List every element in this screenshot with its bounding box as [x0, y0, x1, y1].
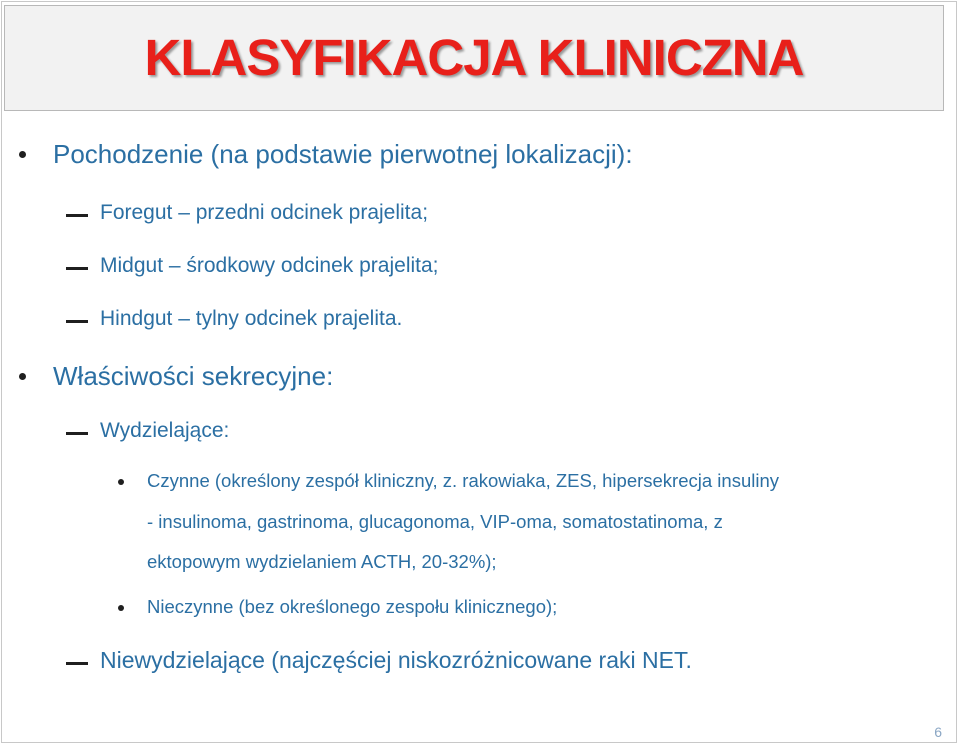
midgut-item: Midgut – środkowy odcinek prajelita;: [100, 254, 439, 277]
bullet-dot-icon: [19, 373, 26, 380]
active-line-1: Czynne (określony zespół kliniczny, z. rakowiaka, ZES, hipersekrecja insuliny: [147, 470, 779, 491]
slide: [1, 1, 957, 743]
dash-icon: [66, 267, 88, 270]
dash-icon: [66, 662, 88, 665]
active-line-2: - insulinoma, gastrinoma, glucagonoma, VIP-oma, somatostatinoma, z: [147, 511, 723, 532]
dash-icon: [66, 320, 88, 323]
hindgut-item: Hindgut – tylny odcinek prajelita.: [100, 307, 403, 330]
secretory-heading: Właściwości sekrecyjne:: [53, 361, 334, 391]
origin-heading: Pochodzenie (na podstawie pierwotnej lokalizacji):: [53, 139, 633, 169]
bullet-dot-icon: [118, 479, 124, 485]
non-secreting-item: Niewydzielające (najczęściej niskozróżnicowane raki NET.: [100, 647, 692, 673]
title-box: [4, 5, 944, 111]
secreting-item: Wydzielające:: [100, 419, 230, 442]
bullet-dot-icon: [19, 151, 26, 158]
foregut-item: Foregut – przedni odcinek prajelita;: [100, 201, 429, 224]
inactive-item: Nieczynne (bez określonego zespołu klinicznego);: [147, 596, 558, 617]
slide-title: KLASYFIKACJA KLINICZNA: [144, 29, 804, 86]
dash-icon: [66, 214, 88, 217]
dash-icon: [66, 432, 88, 435]
active-line-3: ektopowym wydzielaniem ACTH, 20-32%);: [147, 551, 497, 572]
page-number: 6: [934, 724, 942, 740]
bullet-dot-icon: [118, 605, 124, 611]
